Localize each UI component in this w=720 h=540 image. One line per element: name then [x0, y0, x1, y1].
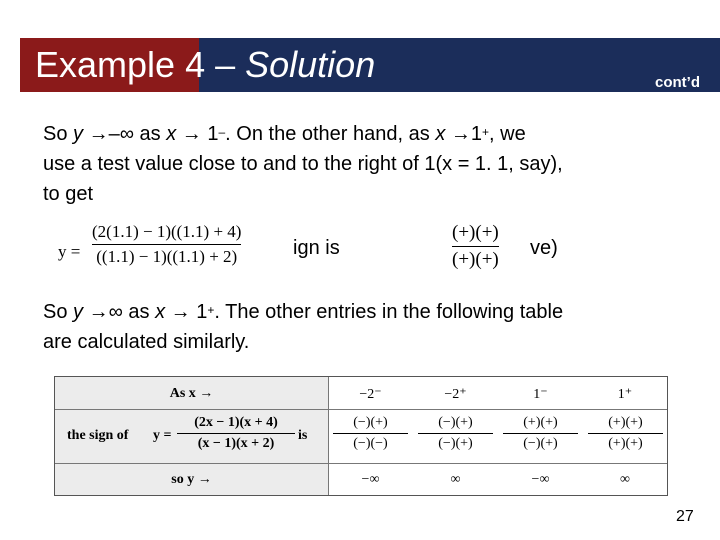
col-header: −2⁻ — [359, 387, 382, 402]
continued-label: cont’d — [655, 74, 700, 91]
page-number: 27 — [676, 508, 694, 525]
row-label-fraction — [177, 415, 295, 452]
row-label-is: is — [298, 428, 308, 443]
row-label-y-eq: y = — [153, 428, 172, 443]
formula-lhs: y = — [58, 242, 81, 261]
result-cell: −∞ — [361, 472, 380, 487]
formula-numerator: (2(1.1) − 1)((1.1) + 4) — [92, 222, 242, 241]
sign-table — [54, 376, 668, 496]
sign-denominator: (+)(+) — [452, 249, 499, 270]
col-header: −2⁺ — [444, 387, 467, 402]
sign-numerator: (+)(+) — [452, 222, 499, 243]
sign-fraction-bar — [452, 246, 499, 247]
col-header: 1⁺ — [617, 387, 633, 402]
formula-tail: ve) — [530, 237, 558, 259]
col-header: 1⁻ — [533, 387, 548, 402]
row-label-sign-of: the sign of — [67, 428, 129, 443]
title-solution: Solution — [245, 44, 376, 85]
para1-line1: So y →–∞ as x → 1–. On the other hand, as x →1+, we — [43, 123, 526, 145]
result-cell: −∞ — [531, 472, 550, 487]
table-divider — [55, 463, 667, 464]
row-label-numerator: (2x − 1)(x + 4) — [194, 415, 278, 430]
row-label-denominator: (x − 1)(x + 2) — [197, 436, 275, 451]
para1-line2: use a test value close to and to the right of 1(x = 1. 1, say), — [43, 153, 563, 175]
formula-fraction — [92, 222, 241, 267]
sign-cell: (+)(+) (−)(+) — [503, 415, 578, 452]
row-label-so-y: so y → — [171, 472, 212, 487]
result-cell: ∞ — [620, 472, 630, 487]
fraction-bar — [92, 244, 241, 245]
result-cell: ∞ — [450, 472, 461, 487]
formula-denominator: ((1.1) − 1)((1.1) + 2) — [96, 247, 238, 266]
title-example: Example 4 – — [35, 44, 246, 85]
para1-line3: to get — [43, 183, 94, 205]
row-label-fraction-bar — [177, 433, 295, 434]
formula-mid-text: ign is — [293, 237, 340, 259]
table-divider — [55, 409, 667, 410]
row-label-as-x: As x → — [169, 386, 214, 401]
para2-line2: are calculated similarly. — [43, 331, 250, 353]
sign-cell: (+)(+) (+)(+) — [588, 415, 663, 452]
sign-cell: (−)(+) (−)(+) — [418, 415, 493, 452]
sign-fraction — [452, 222, 499, 271]
slide-title — [35, 44, 375, 86]
sign-cell: (−)(+) (−)(−) — [333, 415, 408, 452]
para2-line1: So y →∞ as x → 1+. The other entries in the following table — [43, 301, 564, 323]
